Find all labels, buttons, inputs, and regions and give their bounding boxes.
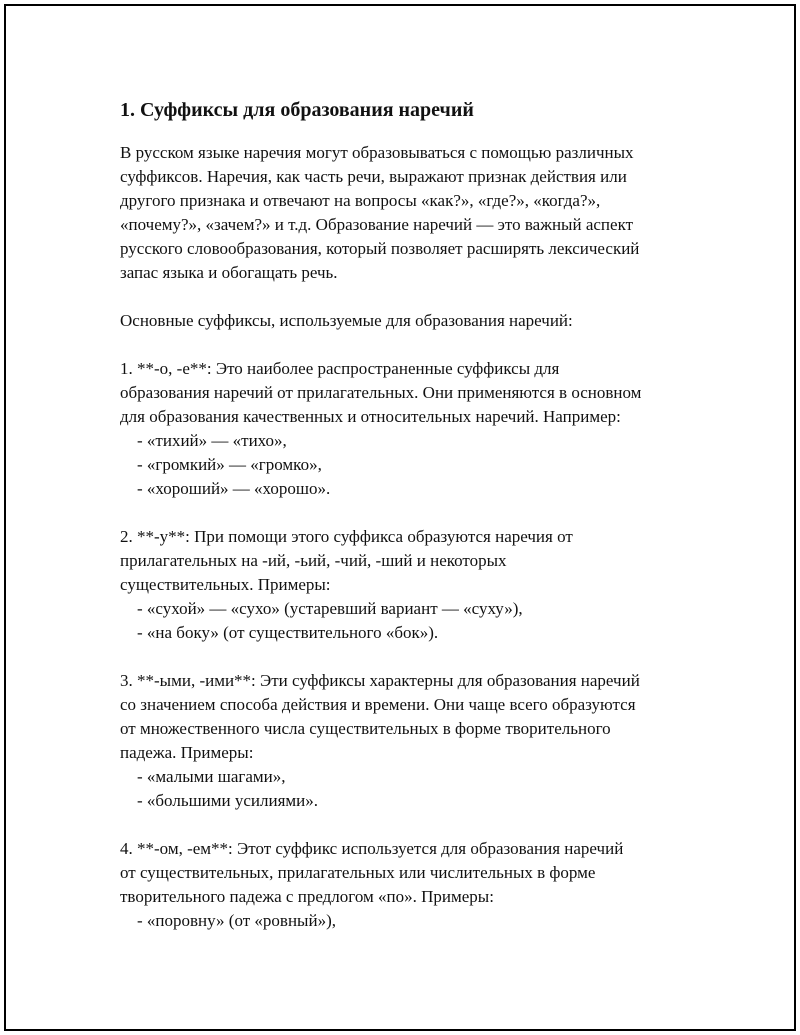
example-line: - «громкий» — «громко», — [137, 455, 322, 474]
example-line: - «большими усилиями». — [137, 791, 319, 810]
paragraph-gap — [120, 645, 710, 669]
intro-line: «почему?», «зачем?» и т.д. Образование наречий — это важный аспект — [120, 215, 634, 234]
suffix-item-line: для образования качественных и относительных наречий. Например: — [120, 407, 621, 426]
section-heading: 1. Суффиксы для образования наречий — [120, 99, 474, 121]
suffix-item-line: 1. **-о, -е**: Это наиболее распространенные суффиксы для — [120, 359, 560, 378]
suffix-item-line: падежа. Примеры: — [120, 743, 254, 762]
example-line: - «поровну» (от «ровный»), — [137, 911, 336, 930]
list-intro: Основные суффиксы, используемые для образования наречий: — [120, 311, 573, 330]
document-page — [4, 4, 796, 1031]
intro-line: русского словообразования, который позволяет расширять лексический — [120, 239, 640, 258]
intro-line: запас языка и обогащать речь. — [120, 263, 338, 282]
intro-paragraph — [120, 141, 710, 285]
document-content — [120, 98, 710, 933]
suffix-item-line: от существительных, прилагательных или числительных в форме — [120, 863, 596, 882]
intro-line: В русском языке наречия могут образовываться с помощью различных — [120, 143, 634, 162]
suffix-item-line: прилагательных на -ий, -ьий, -чий, -ший и некоторых — [120, 551, 507, 570]
example-line: - «на боку» (от существительного «бок»). — [137, 623, 439, 642]
paragraph-gap — [120, 333, 710, 357]
example-line: - «хороший» — «хорошо». — [137, 479, 331, 498]
suffix-item-line: образования наречий от прилагательных. Они применяются в основном — [120, 383, 642, 402]
example-line: - «сухой» — «сухо» (устаревший вариант — «суху»), — [137, 599, 523, 618]
paragraph-gap — [120, 813, 710, 837]
suffix-item-line: творительного падежа с предлогом «по». Примеры: — [120, 887, 494, 906]
suffix-item-line: со значением способа действия и времени. Они чаще всего образуются — [120, 695, 636, 714]
suffix-item-line: 4. **-ом, -ем**: Этот суффикс используется для образования наречий — [120, 839, 624, 858]
suffix-item — [120, 525, 710, 645]
paragraph-gap — [120, 285, 710, 309]
suffix-item — [120, 357, 710, 501]
suffix-item-line: существительных. Примеры: — [120, 575, 331, 594]
paragraph-gap — [120, 501, 710, 525]
suffix-item-line: от множественного числа существительных в форме творительного — [120, 719, 611, 738]
suffix-item — [120, 669, 710, 813]
suffix-item-line: 2. **-у**: При помощи этого суффикса образуются наречия от — [120, 527, 573, 546]
example-line: - «малыми шагами», — [137, 767, 286, 786]
example-line: - «тихий» — «тихо», — [137, 431, 287, 450]
intro-line: другого признака и отвечают на вопросы «как?», «где?», «когда?», — [120, 191, 601, 210]
suffix-item — [120, 837, 710, 933]
suffix-item-line: 3. **-ыми, -ими**: Эти суффиксы характерны для образования наречий — [120, 671, 640, 690]
intro-line: суффиксов. Наречия, как часть речи, выражают признак действия или — [120, 167, 627, 186]
